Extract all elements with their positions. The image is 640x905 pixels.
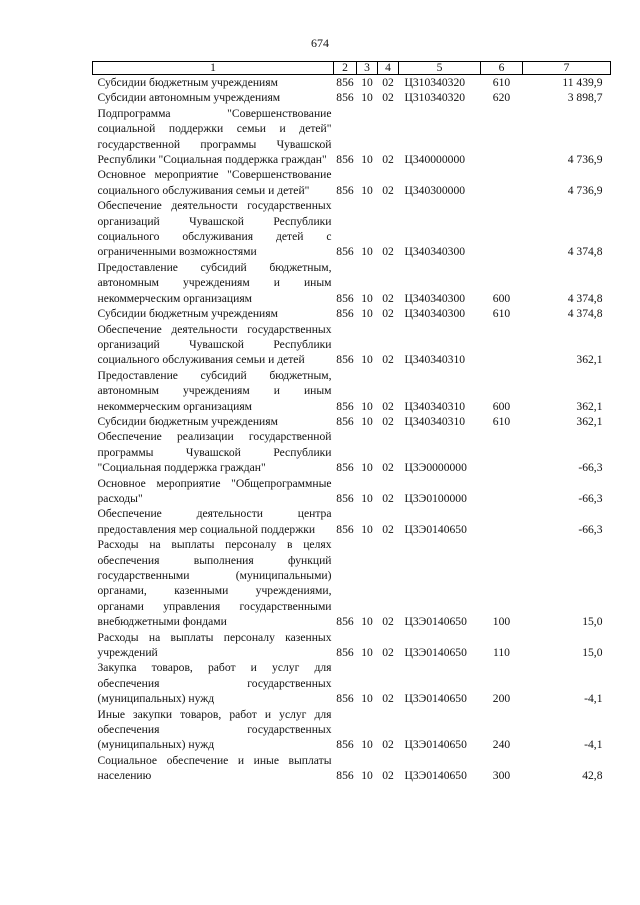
row-section-code: 10 xyxy=(361,738,373,752)
row-amount: 11 439,9 xyxy=(562,76,603,89)
row-name: Иные закупки товаров, работ и услуг для обеспечения государственных (муниципальных) нужд xyxy=(97,707,332,752)
row-ministry-code: 856 xyxy=(336,491,354,505)
row-subsection-code: 02 xyxy=(382,245,394,259)
row-name: Подпрограмма "Совершенствование социальной поддержки семьи и детей" государственной программы Чувашской Республики "Социальная поддержка граждан" xyxy=(97,106,332,167)
row-section-code: 10 xyxy=(361,399,373,413)
row-name: Закупка товаров, работ и услуг для обеспечения государственных (муниципальных) нужд xyxy=(97,661,332,706)
row-section-code: 10 xyxy=(361,461,373,475)
row-name: Основное мероприятие "Общепрограммные расходы" xyxy=(97,476,332,505)
row-target-code: Ц340340310 xyxy=(404,414,466,428)
row-target-code: Ц3Э0000000 xyxy=(404,461,467,475)
table-row xyxy=(93,322,611,368)
row-subsection-code: 02 xyxy=(382,414,394,428)
table-row xyxy=(93,753,611,784)
row-expense-type-code: 200 xyxy=(492,692,511,706)
row-ministry-code: 856 xyxy=(336,769,354,783)
row-ministry-code: 856 xyxy=(336,399,354,413)
row-expense-type-code xyxy=(481,429,523,475)
row-name: Обеспечение деятельности центра предоставления мер социальной поддержки xyxy=(97,507,332,536)
row-ministry-code: 856 xyxy=(336,91,354,105)
row-target-code: Ц340000000 xyxy=(404,153,466,167)
row-ministry-code: 856 xyxy=(336,153,354,167)
table-row xyxy=(93,630,611,661)
row-target-code: Ц340300000 xyxy=(404,183,466,197)
table-header xyxy=(93,62,611,75)
table-row xyxy=(93,306,611,321)
row-ministry-code: 856 xyxy=(336,615,354,629)
table-row xyxy=(93,660,611,706)
row-name: Обеспечение деятельности государственных организаций Чувашской Республики социального обслуживания семьи и детей xyxy=(97,322,332,367)
row-subsection-code: 02 xyxy=(382,491,394,505)
row-name: Основное мероприятие "Совершенствование социального обслуживания семьи и детей" xyxy=(97,168,332,197)
row-section-code: 10 xyxy=(361,522,373,536)
row-name: Субсидии автономным учреждениям xyxy=(97,91,281,105)
table-row xyxy=(93,476,611,507)
row-target-code: Ц3Э0140650 xyxy=(404,646,467,660)
row-amount: -66,3 xyxy=(578,491,603,505)
table-row xyxy=(93,506,611,537)
row-amount: 362,1 xyxy=(576,353,603,367)
row-target-code: Ц340340300 xyxy=(404,307,466,321)
row-ministry-code: 856 xyxy=(336,522,354,536)
row-subsection-code: 02 xyxy=(382,738,394,752)
row-section-code: 10 xyxy=(361,76,373,89)
row-section-code: 10 xyxy=(361,692,373,706)
row-section-code: 10 xyxy=(361,291,373,305)
row-section-code: 10 xyxy=(361,153,373,167)
header-col-4: 4 xyxy=(378,62,399,75)
row-ministry-code: 856 xyxy=(336,291,354,305)
row-section-code: 10 xyxy=(361,615,373,629)
row-ministry-code: 856 xyxy=(336,646,354,660)
row-subsection-code: 02 xyxy=(382,615,394,629)
table-row xyxy=(93,90,611,105)
table-row xyxy=(93,368,611,414)
row-amount: 4 374,8 xyxy=(567,245,603,259)
row-amount: 4 374,8 xyxy=(567,307,603,321)
row-name: Расходы на выплаты персоналу казенных учреждений xyxy=(97,630,332,660)
row-amount: 4 374,8 xyxy=(567,291,603,305)
row-target-code: Ц340340310 xyxy=(404,353,466,367)
row-amount: -4,1 xyxy=(584,738,603,752)
row-target-code: Ц340340300 xyxy=(404,291,466,305)
row-subsection-code: 02 xyxy=(382,307,394,321)
row-section-code: 10 xyxy=(361,414,373,428)
row-ministry-code: 856 xyxy=(336,738,354,752)
row-name: Расходы на выплаты персоналу в целях обеспечения выполнения функций государственными (муниципальными) органами, казенными учреждениями, органами управления государственными внебюджетными фондами xyxy=(97,538,332,629)
row-expense-type-code: 610 xyxy=(492,76,511,89)
row-expense-type-code: 100 xyxy=(492,615,511,629)
row-amount: 42,8 xyxy=(582,769,603,783)
table-row xyxy=(93,198,611,260)
row-subsection-code: 02 xyxy=(382,183,394,197)
row-name: Социальное обеспечение и иные выплаты населению xyxy=(97,753,332,783)
row-expense-type-code xyxy=(481,167,523,198)
row-subsection-code: 02 xyxy=(382,399,394,413)
row-section-code: 10 xyxy=(361,307,373,321)
header-col-7: 7 xyxy=(523,62,611,75)
row-expense-type-code: 600 xyxy=(492,399,511,413)
row-expense-type-code xyxy=(481,506,523,537)
row-subsection-code: 02 xyxy=(382,91,394,105)
table-row xyxy=(93,707,611,753)
row-ministry-code: 856 xyxy=(336,692,354,706)
table-row xyxy=(93,75,611,91)
row-ministry-code: 856 xyxy=(336,353,354,367)
page-number: 674 xyxy=(311,36,329,50)
row-ministry-code: 856 xyxy=(336,461,354,475)
table-row xyxy=(93,167,611,198)
row-expense-type-code: 600 xyxy=(492,291,511,305)
row-amount: -66,3 xyxy=(578,522,603,536)
header-row xyxy=(93,62,611,75)
row-subsection-code: 02 xyxy=(382,646,394,660)
row-amount: 362,1 xyxy=(576,399,603,413)
row-amount: 3 898,7 xyxy=(567,91,603,105)
row-target-code: Ц3Э0140650 xyxy=(404,769,467,783)
row-ministry-code: 856 xyxy=(336,307,354,321)
budget-table xyxy=(92,61,611,784)
row-section-code: 10 xyxy=(361,245,373,259)
row-target-code: Ц310340320 xyxy=(404,91,466,105)
row-expense-type-code: 610 xyxy=(492,414,511,428)
row-subsection-code: 02 xyxy=(382,353,394,367)
row-name: Субсидии бюджетным учреждениям xyxy=(97,414,278,428)
table-body xyxy=(93,75,611,784)
row-target-code: Ц310340320 xyxy=(404,76,466,89)
row-expense-type-code xyxy=(481,198,523,260)
row-target-code: Ц3Э0140650 xyxy=(404,615,467,629)
row-amount: 362,1 xyxy=(576,414,603,428)
row-ministry-code: 856 xyxy=(336,183,354,197)
row-section-code: 10 xyxy=(361,183,373,197)
row-ministry-code: 856 xyxy=(336,414,354,428)
table-row xyxy=(93,429,611,475)
header-col-2: 2 xyxy=(334,62,357,75)
row-expense-type-code: 240 xyxy=(492,738,511,752)
row-name: Обеспечение деятельности государственных организаций Чувашской Республики социального обслуживания детей с ограниченными возможностями xyxy=(97,199,332,259)
row-section-code: 10 xyxy=(361,91,373,105)
header-col-6: 6 xyxy=(481,62,523,75)
header-col-3: 3 xyxy=(357,62,378,75)
row-expense-type-code xyxy=(481,322,523,368)
row-expense-type-code: 110 xyxy=(493,646,510,660)
row-subsection-code: 02 xyxy=(382,291,394,305)
row-expense-type-code xyxy=(481,106,523,168)
row-name: Предоставление субсидий бюджетным, автономным учреждениям и иным некоммерческим организациям xyxy=(97,260,332,305)
row-amount: 15,0 xyxy=(582,615,603,629)
row-amount: 4 736,9 xyxy=(567,183,603,197)
row-amount: -66,3 xyxy=(578,461,603,475)
row-expense-type-code: 620 xyxy=(492,91,511,105)
row-section-code: 10 xyxy=(361,646,373,660)
table-row xyxy=(93,106,611,168)
table-row xyxy=(93,537,611,629)
row-name: Субсидии бюджетным учреждениям xyxy=(97,307,278,321)
row-name: Предоставление субсидий бюджетным, автономным учреждениям и иным некоммерческим организациям xyxy=(97,368,332,413)
row-target-code: Ц340340300 xyxy=(404,245,466,259)
header-col-1: 1 xyxy=(93,62,334,75)
row-section-code: 10 xyxy=(361,353,373,367)
row-target-code: Ц3Э0140650 xyxy=(404,738,467,752)
row-expense-type-code: 300 xyxy=(492,769,511,783)
row-amount: 15,0 xyxy=(582,646,603,660)
row-expense-type-code xyxy=(481,476,523,507)
row-section-code: 10 xyxy=(361,491,373,505)
row-subsection-code: 02 xyxy=(382,153,394,167)
row-ministry-code: 856 xyxy=(336,76,354,89)
row-ministry-code: 856 xyxy=(336,245,354,259)
row-subsection-code: 02 xyxy=(382,522,394,536)
row-subsection-code: 02 xyxy=(382,769,394,783)
row-subsection-code: 02 xyxy=(382,461,394,475)
row-target-code: Ц3Э0140650 xyxy=(404,692,467,706)
header-col-5: 5 xyxy=(399,62,481,75)
row-target-code: Ц340340310 xyxy=(404,399,466,413)
row-section-code: 10 xyxy=(361,769,373,783)
row-name: Субсидии бюджетным учреждениям xyxy=(97,76,278,89)
table-row xyxy=(93,414,611,429)
row-expense-type-code: 610 xyxy=(492,307,511,321)
row-target-code: Ц3Э0100000 xyxy=(404,491,467,505)
row-amount: -4,1 xyxy=(584,692,603,706)
row-target-code: Ц3Э0140650 xyxy=(404,522,467,536)
table-row xyxy=(93,260,611,306)
row-name: Обеспечение реализации государственной программы Чувашской Республики "Социальная поддержка граждан" xyxy=(97,430,332,475)
row-subsection-code: 02 xyxy=(382,76,394,89)
row-amount: 4 736,9 xyxy=(567,153,603,167)
row-subsection-code: 02 xyxy=(382,692,394,706)
